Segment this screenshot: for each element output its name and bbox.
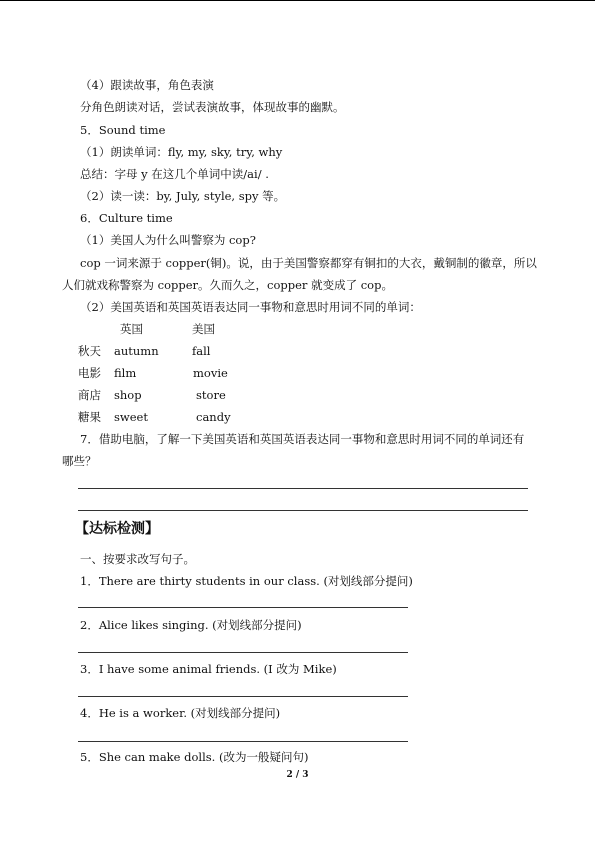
- s6-paragraph-line1: cop 一词来源于 copper(铜)。说，由于美国警察都穿有铜扣的大衣，戴铜制的徽章，所以: [80, 256, 537, 270]
- vocab-row-us: fall: [192, 344, 211, 358]
- vocab-row-cn: 电影: [78, 366, 101, 380]
- answer-line: [78, 696, 408, 697]
- s7-line2: 哪些？: [62, 454, 97, 468]
- test-heading: 【达标检测】: [75, 521, 159, 537]
- section5-title: 5．Sound time: [80, 123, 166, 137]
- s5-read-words: （1）朗读单词：fly, my, sky, try, why: [80, 145, 283, 159]
- answer-line: [78, 488, 528, 489]
- page-number: 2 / 3: [286, 770, 309, 780]
- test-item-1: 1．There are thirty students in our class. (对划线部分提问): [80, 574, 413, 588]
- test-item-4: 4．He is a worker. (对划线部分提问): [80, 706, 281, 720]
- vocab-row-us: store: [196, 388, 226, 402]
- test-item-5: 5．She can make dolls. (改为一般疑问句): [80, 750, 309, 764]
- step4-heading: （4）跟读故事，角色表演: [80, 78, 214, 92]
- test-item-3: 3．I have some animal friends. (I 改为 Mike): [80, 662, 337, 676]
- s5-summary: 总结：字母 y 在这几个单词中读/ai/ .: [80, 167, 269, 181]
- vocab-row-us: movie: [193, 366, 228, 380]
- vocab-row-cn: 商店: [78, 388, 101, 402]
- s5-read-more: （2）读一读：by, July, style, spy 等。: [80, 189, 286, 203]
- vocab-row-uk: autumn: [114, 344, 159, 358]
- test-instruction: 一、按要求改写句子。: [80, 552, 195, 566]
- step4-text: 分角色朗读对话，尝试表演故事，体现故事的幽默。: [80, 100, 345, 114]
- answer-line: [78, 510, 528, 511]
- vocab-header-uk: 英国: [120, 322, 143, 336]
- vocab-row-uk: film: [114, 366, 137, 380]
- vocab-row-us: candy: [196, 410, 231, 424]
- s7-line1: 7．借助电脑，了解一下美国英语和英国英语表达同一事物和意思时用词不同的单词还有: [80, 432, 525, 446]
- vocab-row-uk: shop: [114, 388, 142, 402]
- section6-title: 6．Culture time: [80, 211, 173, 225]
- s6-paragraph-line2: 人们就戏称警察为 copper。久而久之，copper 就变成了 cop。: [62, 278, 393, 292]
- s6-question1: （1）美国人为什么叫警察为 cop?: [80, 233, 256, 247]
- answer-line: [78, 652, 408, 653]
- answer-line: [78, 741, 408, 742]
- top-rule: [0, 0, 595, 1]
- vocab-row-cn: 糖果: [78, 410, 101, 424]
- test-item-2: 2．Alice likes singing. (对划线部分提问): [80, 618, 302, 632]
- vocab-row-uk: sweet: [114, 410, 148, 424]
- vocab-row-cn: 秋天: [78, 344, 101, 358]
- answer-line: [78, 607, 408, 608]
- vocab-header-us: 美国: [192, 322, 215, 336]
- s6-question2: （2）美国英语和英国英语表达同一事物和意思时用词不同的单词：: [80, 300, 421, 314]
